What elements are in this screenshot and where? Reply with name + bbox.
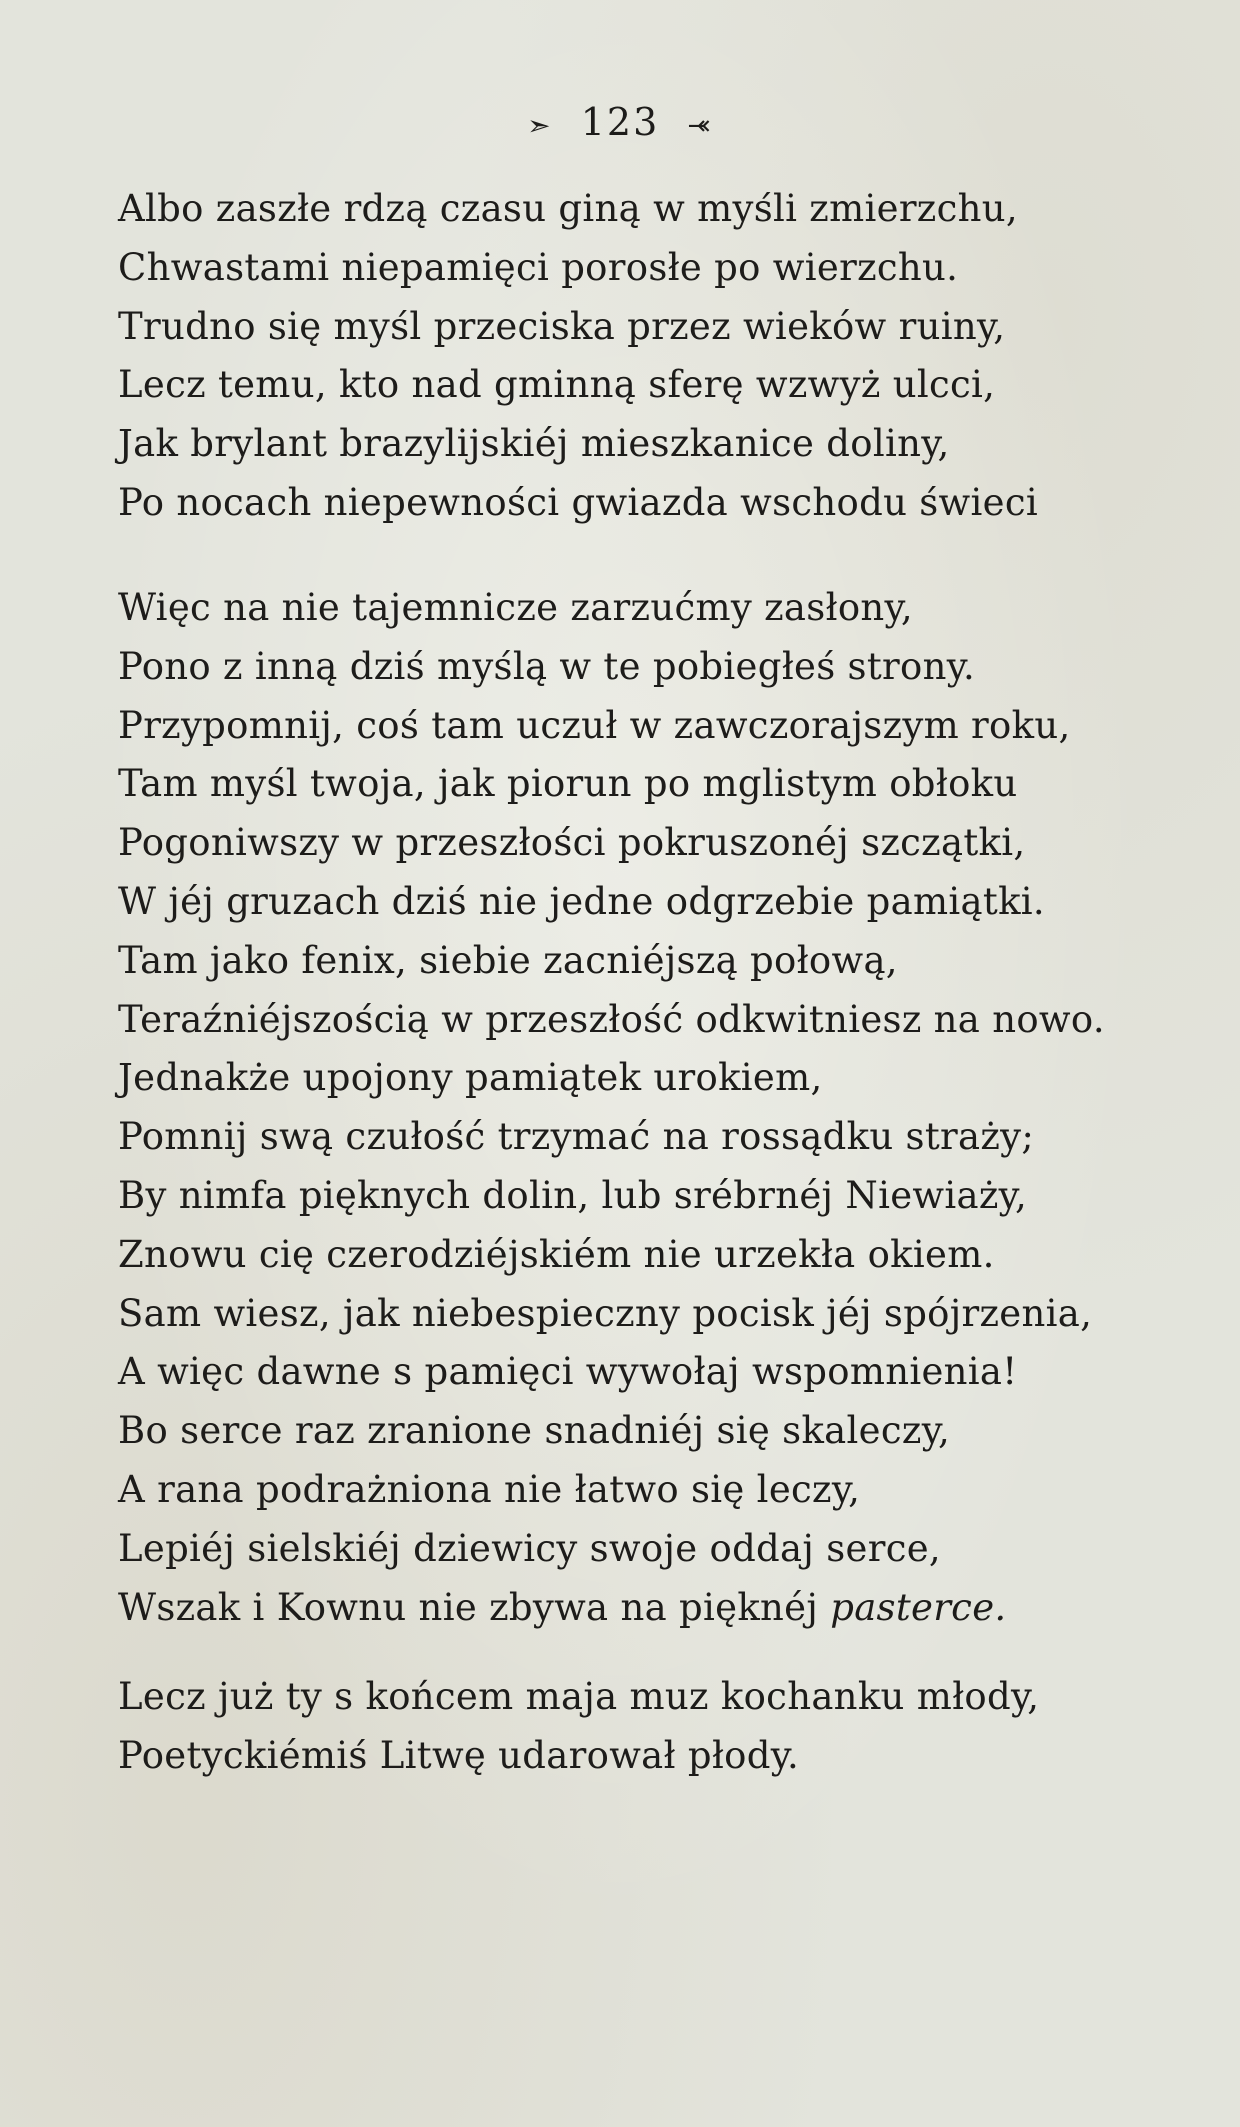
ornament-left-icon: ➣ (527, 109, 553, 142)
page-header (0, 100, 1240, 144)
verse-line: Pogoniwszy w przeszłości pokruszonéj szczątki, (118, 821, 1026, 865)
verse-line: Bo serce raz zranione snadniéj się skaleczy, (118, 1409, 951, 1453)
verse-line: Tam jako fenix, siebie zacniéjszą połową, (118, 938, 898, 982)
verse-line: Sam wiesz, jak niebespieczny pocisk jéj spójrzenia, (118, 1291, 1093, 1335)
verse-line (118, 1579, 1078, 1638)
verse-line: Trudno się myśl przeciska przez wieków ruiny, (118, 304, 1006, 348)
verse-line: W jéj gruzach dziś nie jedne odgrzebie pamiątki. (118, 879, 1045, 923)
italic-word: pasterce. (830, 1585, 1007, 1629)
verse-line: By nimfa pięknych dolin, lub srébrnéj Niewiaży, (118, 1173, 1028, 1217)
verse-text: Wszak i Kownu nie zbywa na pięknéj (118, 1585, 819, 1629)
verse-line: Przypomnij, coś tam uczuł w zawczorajszym roku, (118, 703, 1071, 747)
verse-line: Poetyckiémiś Litwę udarował płody. (118, 1733, 800, 1777)
verse-line: A więc dawne s pamięci wywołaj wspomnienia! (118, 1350, 1018, 1394)
verse-line: Chwastami niepamięci porosłe po wierzchu. (118, 245, 959, 289)
ornament-right-icon: ⤛ (687, 109, 713, 142)
page-number: 123 (580, 100, 660, 144)
verse-line: Lecz temu, kto nad gminną sferę wzwyż ulcci, (118, 363, 996, 407)
verse-line: Jak brylant brazylijskiéj mieszkanice doliny, (118, 422, 950, 466)
verse-line: Lecz już ty s końcem maja muz kochanku młody, (118, 1675, 1040, 1718)
verse-line: Jednakże upojony pamiątek urokiem, (118, 1056, 823, 1100)
verse-line: Pono z inną dziś myślą w te pobiegłeś strony. (118, 644, 976, 688)
verse-line: Teraźniéjszością w przeszłość odkwitniesz na nowo. (118, 997, 1105, 1041)
stanza (118, 180, 1078, 533)
verse-line: Znowu cię czerodziéjskiém nie urzekła okiem. (118, 1232, 995, 1276)
verse-line: Więc na nie tajemnicze zarzućmy zasłony, (118, 586, 913, 629)
stanza (118, 579, 1105, 1637)
verse-line: Albo zaszłe rdzą czasu giną w myśli zmierzchu, (118, 187, 1018, 230)
verse-line: A rana podrażniona nie łatwo się leczy, (118, 1467, 861, 1511)
verse-line: Pomnij swą czułość trzymać na rossądku straży; (118, 1115, 1035, 1159)
verse-line: Tam myśl twoja, jak piorun po mglistym obłoku (118, 762, 1018, 806)
verse-line: Po nocach niepewności gwiazda wschodu świeci (118, 480, 1039, 524)
verse-line: Lepiéj sielskiéj dziewicy swoje oddaj serce, (118, 1526, 941, 1570)
stanza (118, 1668, 1078, 1786)
